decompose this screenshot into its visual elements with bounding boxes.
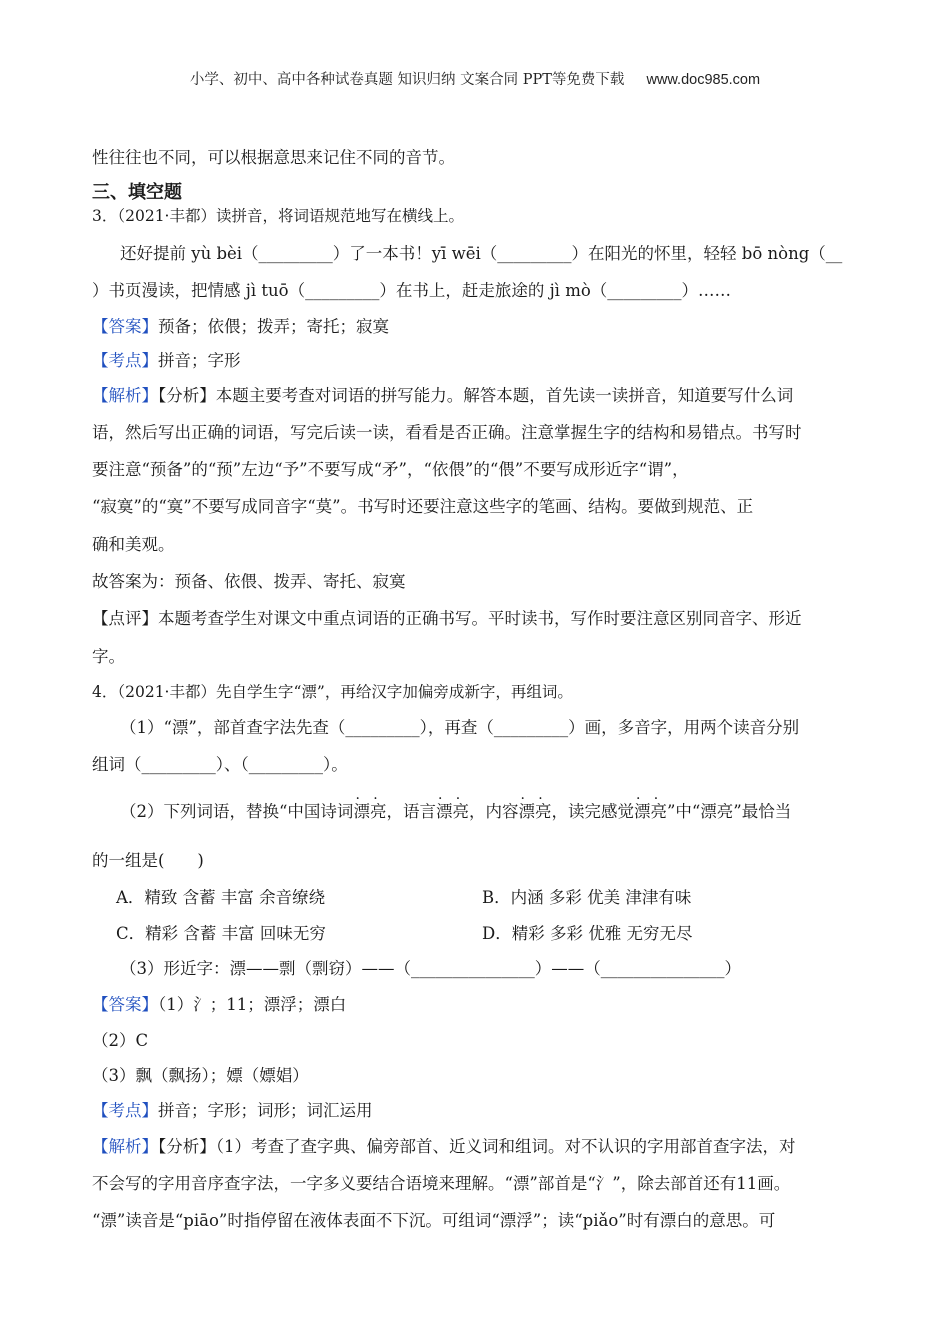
q3-comment-2: 字。	[92, 647, 125, 666]
q3-analysis-3: 要注意“预备”的“预”左边“予”不要写成“矛”，“依偎”的“偎”不要写成形近字“谓”，	[92, 460, 689, 479]
emphasized-word: · · 漂亮	[518, 802, 551, 822]
q3-analysis-4: “寂寞”的“寞”不要写成同音字“莫”。书写时还要注意这些字的笔画、结构。要做到规范、正	[92, 497, 754, 516]
q4-part2-pre: （2）下列词语，替换“中国诗词	[120, 802, 354, 821]
analysis-tag: 【解析】	[92, 1137, 158, 1156]
question-3-passage-1: 还好提前 yù bèi（_________）了一本书！yī wēi（_________）在阳光的怀里，轻轻 bō nòng（__	[120, 244, 843, 263]
answer-tag: 【答案】	[92, 317, 158, 336]
q3-kaodian	[92, 351, 241, 371]
emphasized-word: · · 漂亮	[634, 802, 667, 822]
emphasized-word: · · 漂亮	[353, 802, 386, 822]
kaodian-text: 拼音；字形	[158, 351, 241, 370]
analysis-tag: 【解析】	[92, 386, 158, 405]
q4-part3: （3）形近字：漂——剽（剽窃）——（_______________）——（_______________）	[120, 959, 741, 978]
q4-part2-b: 的一组是( )	[92, 851, 204, 870]
q4-answer-2: （2）C	[92, 1031, 149, 1050]
question-4-title: 4．（2021·丰都）先自学生字“漂”，再给汉字加偏旁成新字，再组词。	[92, 683, 573, 701]
kaodian-tag: 【考点】	[92, 351, 158, 370]
q4-option-b: B．内涵 多彩 优美 津津有味	[482, 888, 692, 907]
q4-answer-1	[92, 995, 346, 1015]
q4-option-d: D．精彩 多彩 优雅 无穷无尽	[482, 924, 693, 943]
q4-answer-3: （3）飘（飘扬）；嫖（嫖娼）	[92, 1066, 309, 1085]
header-site[interactable]: www.doc985.com	[646, 72, 761, 88]
q3-analysis-5: 确和美观。	[92, 535, 175, 554]
q4-analysis-1	[92, 1137, 796, 1157]
q3-final-answer: 故答案为：预备、依偎、拨弄、寄托、寂寞	[92, 572, 406, 591]
q4-part1-b: 组词（_________）、（_________）。	[92, 755, 348, 774]
answer-text: （1）氵；11；漂浮；漂白	[158, 995, 347, 1014]
q4-option-c: C．精彩 含蓄 丰富 回味无穷	[116, 924, 326, 943]
q4-option-a: A．精致 含蓄 丰富 余音缭绕	[116, 888, 326, 907]
answer-tag: 【答案】	[92, 995, 158, 1014]
emphasized-word: · · 漂亮	[436, 802, 469, 822]
q3-comment-1: 【点评】本题考查学生对课文中重点词语的正确书写。平时读书，写作时要注意区别同音字、形近	[92, 609, 802, 628]
q4-part2-mid: ，语言	[386, 802, 436, 821]
q4-analysis-2: 不会写的字用音序查字法，一字多义要结合语境来理解。“漂”部首是“氵”，除去部首还有11画。	[92, 1174, 791, 1193]
q4-part1-a: （1）“漂”，部首查字法先查（_________），再查（_________）画，多音字，用两个读音分别	[120, 718, 800, 737]
q4-part2-mid: ，内容	[468, 802, 519, 821]
question-3-passage-2: ）书页漫读，把情感 jì tuō（_________）在书上，赶走旅途的 jì mò（_________）……	[92, 281, 732, 300]
answer-text: 预备；依偎；拨弄；寄托；寂寞	[158, 317, 389, 336]
q4-part2-mid: ，读完感觉	[551, 802, 634, 821]
analysis-text: 【分析】本题主要考查对词语的拼写能力。解答本题，首先读一读拼音，知道要写什么词	[158, 386, 794, 405]
question-3-title: 3．（2021·丰都）读拼音，将词语规范地写在横线上。	[92, 207, 464, 225]
page-header	[0, 68, 950, 89]
text-line: 性往往也不同，可以根据意思来记住不同的音节。	[92, 148, 455, 167]
kaodian-tag: 【考点】	[92, 1101, 158, 1120]
q4-part2-a	[120, 802, 791, 822]
kaodian-text: 拼音；字形；词形；词汇运用	[158, 1101, 373, 1120]
q3-answer	[92, 317, 389, 337]
analysis-text: 【分析】（1）考查了查字典、偏旁部首、近义词和组词。对不认识的字用部首查字法，对	[158, 1137, 796, 1156]
q4-analysis-3: “漂”读音是“piāo”时指停留在液体表面不下沉。可组词“漂浮”；读“piǎo”时有漂白的意思。可	[92, 1211, 776, 1230]
header-text: 小学、初中、高中各种试卷真题 知识归纳 文案合同 PPT等免费下载	[189, 72, 625, 88]
q3-analysis-1	[92, 386, 793, 406]
q3-analysis-2: 语，然后写出正确的词语，写完后读一读，看看是否正确。注意掌握生字的结构和易错点。书写时	[92, 423, 802, 442]
section-title: 三、填空题	[92, 182, 182, 202]
q4-part2-post: ”中“漂亮”最恰当	[666, 802, 792, 821]
q4-kaodian	[92, 1101, 373, 1121]
